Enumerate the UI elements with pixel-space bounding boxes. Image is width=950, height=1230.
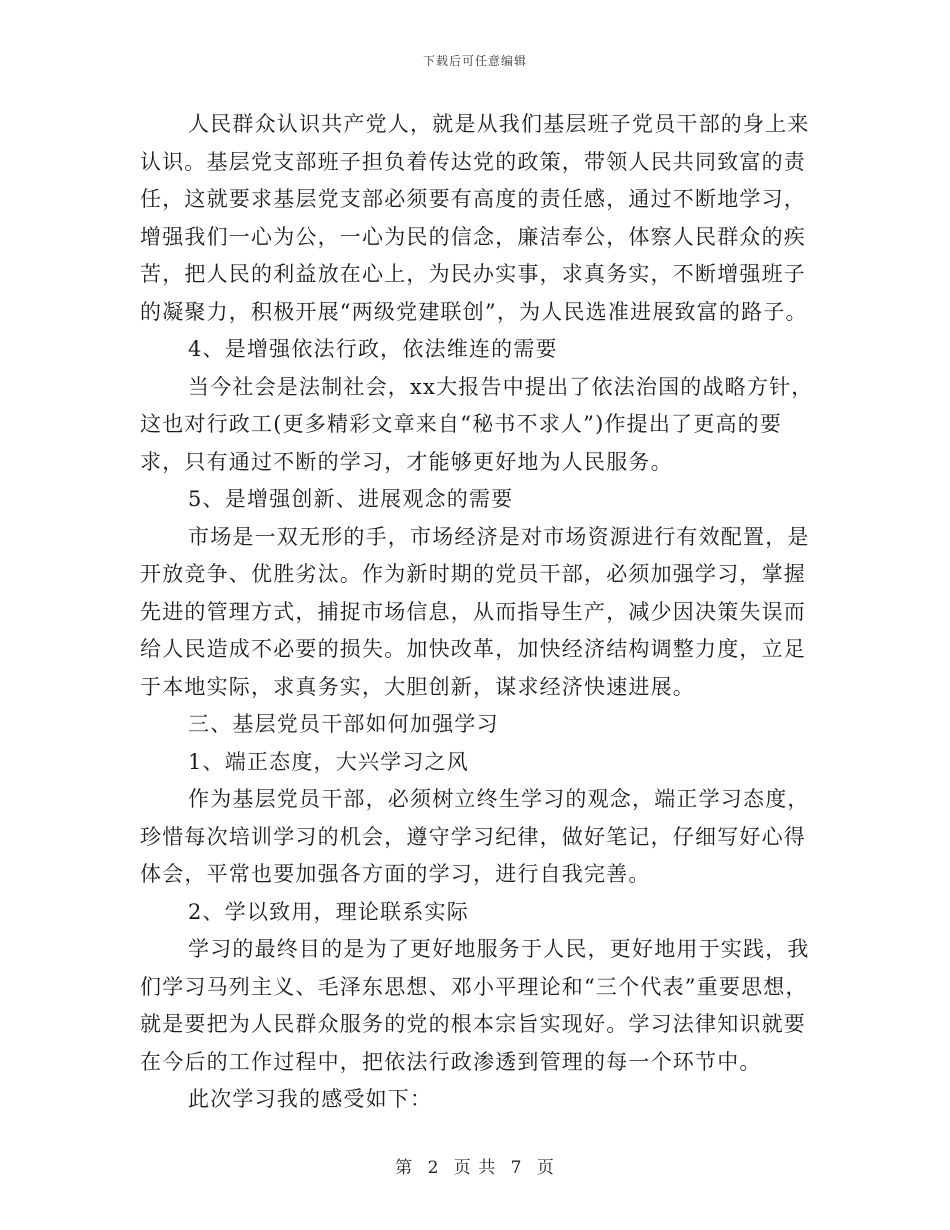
text-line: 苦，把人民的利益放在心上，为民办实事，求真务实，不断增强班子: [140, 262, 806, 286]
text-line: 当今社会是法制社会，xx大报告中提出了依法治国的战略方针，: [188, 374, 814, 399]
text-line: 的凝聚力，积极开展“两级党建联创”，为人民选准进展致富的路子。: [140, 299, 808, 324]
footer-prefix: 第: [395, 1158, 414, 1178]
text-line: 三、基层党员干部如何加强学习: [188, 712, 499, 736]
total-page-count: 7: [510, 1158, 523, 1178]
page-footer: [0, 1153, 950, 1178]
text-line: 市场是一双无形的手，市场经济是对市场资源进行有效配置，是: [188, 524, 810, 549]
text-line: 增强我们一心为公，一心为民的信念，廉洁奉公，体察人民群众的疾: [140, 224, 806, 249]
footer-middle: 页 共: [453, 1158, 497, 1178]
text-line: 于本地实际，求真务实，大胆创新，谋求经济快速进展。: [140, 674, 695, 699]
text-line: 5、是增强创新、进展观念的需要: [188, 487, 514, 511]
text-line: 认识。基层党支部班子担负着传达党的政策，带领人民共同致富的责: [140, 149, 806, 174]
current-page-number: 2: [427, 1158, 440, 1178]
document-body: [140, 106, 812, 1119]
text-line: 学习的最终目的是为了更好地服务于人民，更好地用于实践，我: [188, 937, 810, 961]
text-line: 人民群众认识共产党人，就是从我们基层班子党员干部的身上来: [188, 112, 810, 136]
text-line: 求，只有通过不断的学习，才能够更好地为人民服务。: [140, 449, 673, 474]
text-line: 4、是增强依法行政，依法维连的需要: [188, 337, 558, 361]
text-line: 给人民造成不必要的损失。加快改革，加快经济结构调整力度，立足: [140, 637, 806, 661]
text-line: 们学习马列主义、毛泽东思想、邓小平理论和“三个代表”重要思想，: [140, 974, 808, 999]
text-line: 先进的管理方式，捕捉市场信息，从而指导生产，减少因决策失误而: [140, 599, 806, 624]
text-line: 2、学以致用，理论联系实际: [188, 899, 469, 924]
text-line: 珍惜每次培训学习的机会，遵守学习纪律，做好笔记，仔细写好心得: [140, 824, 806, 849]
text-line: 这也对行政工(更多精彩文章来自“秘书不求人”)作提出了更高的要: [140, 412, 783, 436]
text-line: 体会，平常也要加强各方面的学习，进行自我完善。: [140, 862, 651, 886]
text-line: 就是要把为人民群众服务的党的根本宗旨实现好。学习法律知识就要: [140, 1012, 806, 1036]
page-header: 下载后可任意编辑: [422, 54, 527, 68]
text-line: 此次学习我的感受如下：: [188, 1087, 433, 1111]
text-line: 1、端正态度，大兴学习之风: [188, 749, 469, 774]
footer-suffix: 页: [536, 1158, 555, 1178]
text-line: 在今后的工作过程中，把依法行政渗透到管理的每一个环节中。: [140, 1049, 762, 1074]
text-line: 开放竞争、优胜劣汰。作为新时期的党员干部，必须加强学习，掌握: [140, 562, 806, 586]
text-line: 作为基层党员干部，必须树立终生学习的观念，端正学习态度，: [188, 787, 810, 811]
text-line: 任，这就要求基层党支部必须要有高度的责任感，通过不断地学习，: [140, 187, 806, 211]
